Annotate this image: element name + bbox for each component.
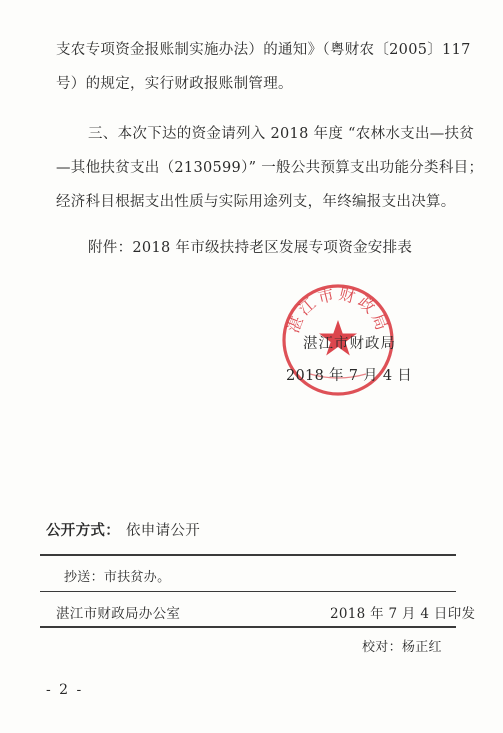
proofreader: 校对：杨正红 — [362, 640, 442, 655]
attachment-line: 附件：2018 年市级扶持老区发展专项资金安排表 — [88, 240, 413, 256]
body-line-3: 三、本次下达的资金请列入 2018 年度 “农林水支出—扶贫 — [88, 126, 475, 142]
signature-date: 2018 年 7 月 4 日 — [286, 368, 413, 384]
footer-top-rule — [40, 554, 456, 556]
body-line-5: 经济科目根据支出性质与实际用途列支，年终编报支出决算。 — [56, 194, 456, 210]
body-line-2: 号）的规定，实行财政报账制管理。 — [56, 76, 293, 92]
body-line-4: —其他扶贫支出（2130599）” 一般公共预算支出功能分类科目； — [56, 160, 484, 176]
issuer: 湛江市财政局办公室 — [56, 606, 181, 622]
disclosure-label: 公开方式： — [46, 523, 120, 539]
page-number: - 2 - — [46, 682, 84, 698]
cc-line: 抄送：市扶贫办。 — [64, 570, 171, 585]
signature-organization: 湛江市财政局 — [303, 336, 396, 352]
disclosure-value: 依申请公开 — [126, 523, 200, 539]
body-line-1: 支农专项资金报账制实施办法）的通知》（粤财农〔2005〕117 — [56, 42, 471, 58]
svg-text:湛江市财政局: 湛江市财政局 — [283, 284, 393, 336]
footer-bottom-rule — [40, 626, 456, 628]
footer-middle-rule — [40, 591, 456, 592]
print-date: 2018 年 7 月 4 日印发 — [330, 606, 476, 622]
